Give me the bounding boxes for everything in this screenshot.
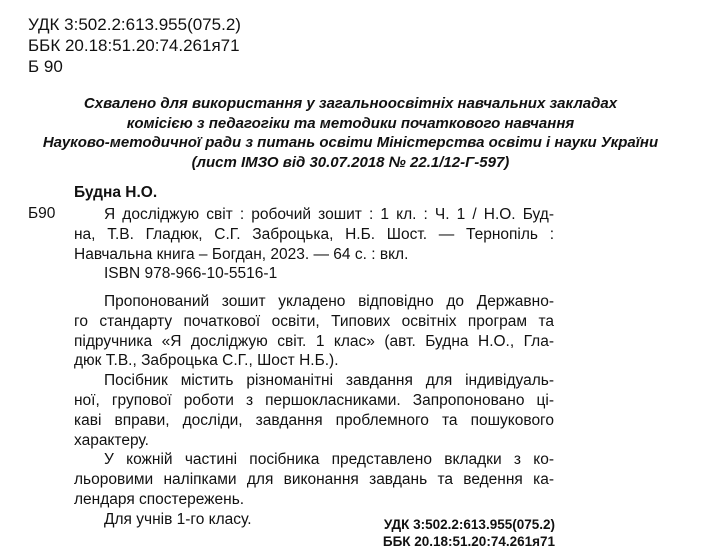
annotation-line: У кожній частині посібника представлено вкладки з ко- (104, 451, 554, 469)
annotation (74, 292, 554, 530)
footer-bbk: ББК 20.18:51.20:74.261я71 (382, 534, 555, 549)
footer-classification (383, 516, 555, 550)
bbk-code: ББК 20.18:51.20:74.261я71 (28, 36, 240, 55)
annotation-line: Пропонований зошит укладено відповідно до Державно- (104, 293, 554, 310)
annotation-line: характеру. (74, 431, 149, 449)
annotation-line: Посібник містить різноманітні завдання для індивідуаль- (104, 372, 554, 390)
annotation-line: го стандарту початкової освіти, Типових освітніх програм та (74, 312, 554, 330)
biblio-line: Я досліджую світ : робочий зошит : 1 кл. : Ч. 1 / Н.О. Буд- (104, 206, 554, 223)
udk-code: УДК 3:502.2:613.955(075.2) (28, 15, 241, 34)
isbn: ISBN 978-966-10-5516-1 (104, 265, 278, 282)
biblio-line: на, Т.В. Гладюк, С.Г. Заброцька, Н.Б. Шост. — Тернопіль : (74, 225, 554, 243)
annotation-line: Для учнів 1-го класу. (104, 510, 252, 528)
classification-header (28, 14, 241, 77)
annotation-line: каві вправи, досліди, завдання проблемного та пошукового (74, 411, 554, 429)
approval-line: (лист ІМЗО від 30.07.2018 № 22.1/12-Г-597) (191, 153, 510, 171)
author-heading: Будна Н.О. (74, 184, 158, 201)
biblio-line: Навчальна книга – Богдан, 2023. — 64 с. : вкл. (74, 245, 409, 263)
annotation-line: льоровими наліпками для виконання завдань та ведення ка- (74, 471, 554, 489)
bibliographic-description (74, 205, 554, 264)
annotation-line: дюк Т.В., Заброцька С.Г., Шост Н.Б.). (74, 352, 339, 370)
catalog-code: Б90 (28, 205, 56, 222)
approval-line: комісією з педагогіки та методики початкового навчання (126, 114, 575, 132)
approval-notice (0, 94, 701, 172)
approval-line: Науково-методичної ради з питань освіти Міністерства освіти і науки України (42, 134, 659, 151)
annotation-line: лендаря спостережень. (74, 490, 245, 508)
annotation-line: підручника «Я досліджую світ. 1 клас» (авт. Будна Н.О., Гла- (74, 332, 554, 350)
approval-line: Схвалено для використання у загальноосвітніх навчальних закладах (83, 95, 618, 112)
footer-udk: УДК 3:502.2:613.955(075.2) (383, 517, 555, 532)
author-mark: Б 90 (28, 57, 63, 76)
annotation-line: ної, групової роботи з першокласниками. Запропоновано ці- (74, 391, 554, 409)
